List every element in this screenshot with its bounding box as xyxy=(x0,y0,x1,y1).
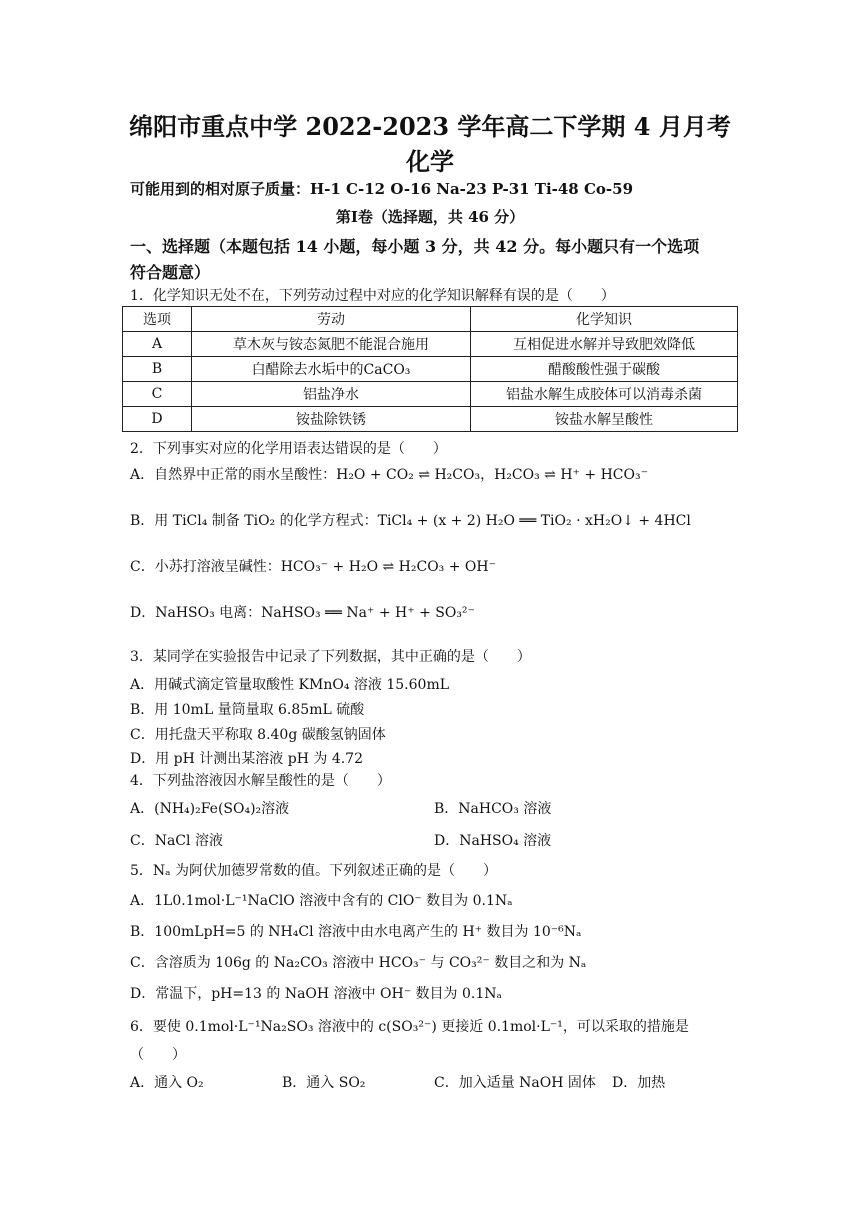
table-cell: 醋酸酸性强于碳酸 xyxy=(471,357,738,382)
part1-header: 第Ⅰ卷（选择题，共 46 分） xyxy=(335,208,525,226)
table-header-row xyxy=(123,307,738,332)
table-cell: 铝盐净水 xyxy=(192,382,471,407)
subject-title: 化学 xyxy=(406,147,454,176)
q4-option-c: C．NaCl 溶液 xyxy=(130,833,223,849)
q3-option-c: C．用托盘天平称取 8.40g 碳酸氢钠固体 xyxy=(130,727,386,743)
q6-option-d: D．加热 xyxy=(612,1075,666,1091)
table-cell: A xyxy=(123,332,192,357)
q2-option-a: A．自然界中正常的雨水呈酸性：H₂O + CO₂ ⇌ H₂CO₃，H₂CO₃ ⇌ H⁺ + HCO₃⁻ xyxy=(130,467,648,483)
table-cell: 草木灰与铵态氮肥不能混合施用 xyxy=(192,332,471,357)
q5-option-d: D．常温下，pH=13 的 NaOH 溶液中 OH⁻ 数目为 0.1Nₐ xyxy=(130,986,502,1002)
q5-option-a: A．1L0.1mol·L⁻¹NaClO 溶液中含有的 ClO⁻ 数目为 0.1Nₐ xyxy=(130,893,513,909)
exam-title: 绵阳市重点中学 2022-2023 学年高二下学期 4 月月考 xyxy=(129,112,731,141)
table-cell: C xyxy=(123,382,192,407)
q3-option-a: A．用碱式滴定管量取酸性 KMnO₄ 溶液 15.60mL xyxy=(130,677,450,693)
q5-option-b: B．100mLpH=5 的 NH₄Cl 溶液中由水电离产生的 H⁺ 数目为 10⁻⁶Nₐ xyxy=(130,924,582,940)
q5-option-c: C．含溶质为 106g 的 Na₂CO₃ 溶液中 HCO₃⁻ 与 CO₃²⁻ 数目之和为 Nₐ xyxy=(130,955,587,971)
q3-stem: 3．某同学在实验报告中记录了下列数据，其中正确的是（ ） xyxy=(130,649,531,665)
table-cell: 白醋除去水垢中的CaCO₃ xyxy=(192,357,471,382)
q6-stem: 6．要使 0.1mol·L⁻¹Na₂SO₃ 溶液中的 c(SO₃²⁻) 更接近 0.1mol·L⁻¹，可以采取的措施是 xyxy=(130,1019,689,1035)
q2-stem: 2．下列事实对应的化学用语表达错误的是（ ） xyxy=(130,441,447,457)
table-header: 劳动 xyxy=(192,307,471,332)
table-row xyxy=(123,407,738,432)
q6-option-a: A．通入 O₂ xyxy=(130,1075,204,1091)
q4-option-a: A．(NH₄)₂Fe(SO₄)₂溶液 xyxy=(130,801,290,817)
q3-option-d: D．用 pH 计测出某溶液 pH 为 4.72 xyxy=(130,751,363,767)
table-cell: D xyxy=(123,407,192,432)
q4-option-d: D．NaHSO₄ 溶液 xyxy=(434,833,552,849)
table-cell: 铝盐水解生成胶体可以消毒杀菌 xyxy=(471,382,738,407)
table-cell: 互相促进水解并导致肥效降低 xyxy=(471,332,738,357)
q1-stem: 1．化学知识无处不在，下列劳动过程中对应的化学知识解释有误的是（ ） xyxy=(130,288,615,304)
table-row xyxy=(123,332,738,357)
table-row xyxy=(123,357,738,382)
q4-option-b: B．NaHCO₃ 溶液 xyxy=(434,801,552,817)
q1-table xyxy=(122,306,738,432)
section1-line1: 一、选择题（本题包括 14 小题，每小题 3 分，共 42 分。每小题只有一个选项 xyxy=(130,237,700,256)
table-cell: B xyxy=(123,357,192,382)
q2-option-d: D．NaHSO₃ 电离：NaHSO₃ ══ Na⁺ + H⁺ + SO₃²⁻ xyxy=(130,605,475,621)
table-cell: 铵盐除铁锈 xyxy=(192,407,471,432)
section1-line2: 符合题意） xyxy=(130,263,211,282)
q3-option-b: B．用 10mL 量筒量取 6.85mL 硫酸 xyxy=(130,702,365,718)
table-row xyxy=(123,382,738,407)
q5-stem: 5．Nₐ 为阿伏加德罗常数的值。下列叙述正确的是（ ） xyxy=(130,863,498,879)
table-header: 选项 xyxy=(123,307,192,332)
table-header: 化学知识 xyxy=(471,307,738,332)
q6-option-c: C．加入适量 NaOH 固体 xyxy=(434,1075,596,1091)
atomic-masses: 可能用到的相对原子质量：H-1 C-12 O-16 Na-23 P-31 Ti-48 Co-59 xyxy=(130,180,634,198)
q6-stem-blank: （ ） xyxy=(130,1047,186,1063)
q2-option-b: B．用 TiCl₄ 制备 TiO₂ 的化学方程式：TiCl₄ + (x + 2) H₂O ══ TiO₂ · xH₂O↓ + 4HCl xyxy=(130,513,691,529)
q4-stem: 4．下列盐溶液因水解呈酸性的是（ ） xyxy=(130,773,391,789)
q6-option-b: B．通入 SO₂ xyxy=(282,1075,366,1091)
table-cell: 铵盐水解呈酸性 xyxy=(471,407,738,432)
q2-option-c: C．小苏打溶液呈碱性：HCO₃⁻ + H₂O ⇌ H₂CO₃ + OH⁻ xyxy=(130,559,497,575)
